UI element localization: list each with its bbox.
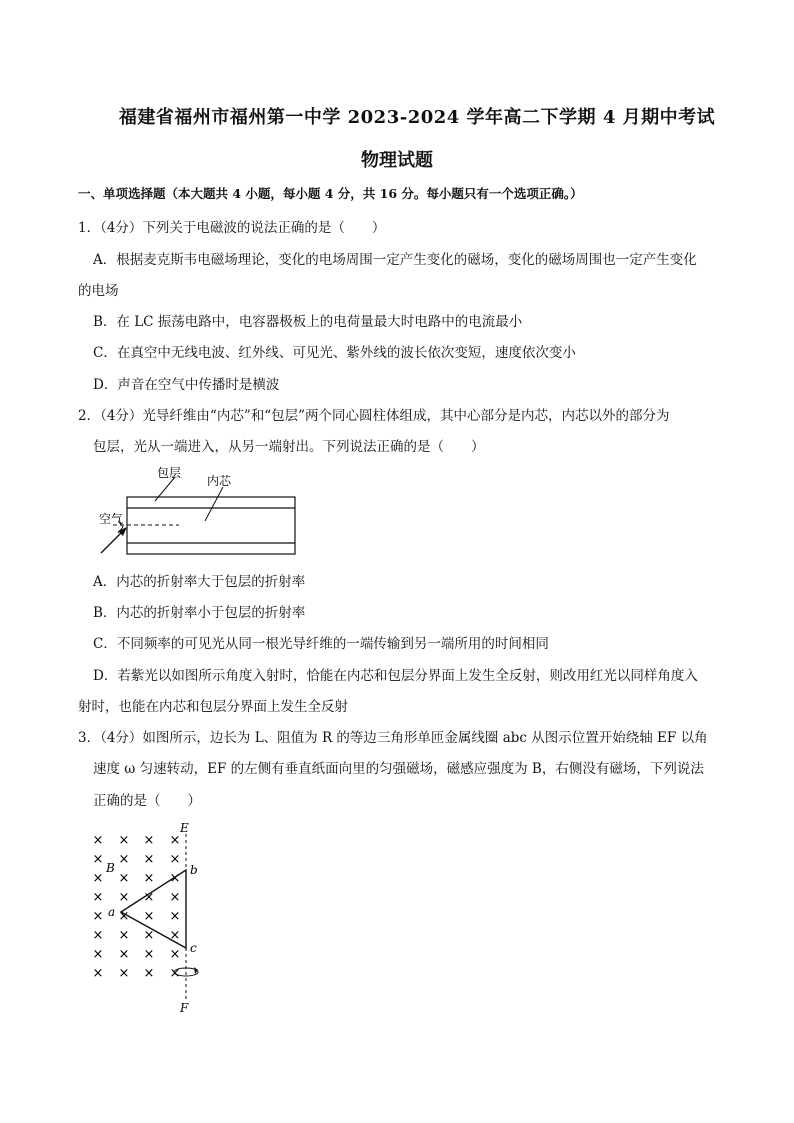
- label-b: b: [190, 863, 198, 877]
- field-cross: ×: [92, 871, 104, 886]
- field-cross: ×: [169, 871, 181, 886]
- label-a: a: [108, 905, 116, 919]
- field-cross: ×: [92, 966, 104, 981]
- field-cross: ×: [169, 909, 181, 924]
- field-cross: ×: [92, 947, 104, 962]
- q1-option-a-continued: 的电场: [78, 283, 119, 299]
- q1-option-d: D．声音在空气中传播时是横波: [93, 377, 280, 393]
- field-cross: ×: [118, 890, 130, 905]
- q2-stem: 2．（4分）光导纤维由“内芯”和“包层”两个同心圆柱体组成，其中心部分是内芯，内芯以外的部分为: [78, 408, 670, 424]
- field-cross: ×: [143, 966, 155, 981]
- field-cross: ×: [143, 852, 155, 867]
- core-label: 内芯: [207, 474, 232, 488]
- field-cross: ×: [169, 890, 181, 905]
- q3-stem: 3．（4分）如图所示，边长为 L、阻值为 R 的等边三角形单匝金属线圈 abc 从图示位置开始绕轴 EF 以角: [78, 730, 708, 746]
- field-cross: ×: [118, 928, 130, 943]
- field-cross: ×: [143, 928, 155, 943]
- document-title: 福建省福州市福州第一中学 2023-2024 学年高二下学期 4 月期中考试: [118, 107, 716, 128]
- label-E: E: [180, 821, 189, 835]
- q2-option-d: D．若紫光以如图所示角度入射时，恰能在内芯和包层分界面上发生全反射，则改用红光以同样角度入: [93, 668, 698, 684]
- air-label: 空气: [99, 512, 124, 526]
- field-cross: ×: [92, 909, 104, 924]
- field-cross: ×: [143, 871, 155, 886]
- field-cross: ×: [143, 833, 155, 848]
- label-c: c: [190, 941, 197, 955]
- q2-option-d-continued: 射时，也能在内芯和包层分界面上发生全反射: [78, 699, 348, 715]
- magnetic-field-crosses: [93, 833, 181, 981]
- field-cross: ×: [169, 833, 181, 848]
- field-cross: ×: [118, 833, 130, 848]
- field-cross: ×: [143, 909, 155, 924]
- field-cross: ×: [169, 852, 181, 867]
- field-cross: ×: [118, 871, 130, 886]
- field-cross: ×: [92, 852, 104, 867]
- section-heading: 一、单项选择题（本大题共 4 小题，每小题 4 分，共 16 分。每小题只有一个选项正确。）: [78, 186, 583, 201]
- q2-option-b: B．内芯的折射率小于包层的折射率: [93, 605, 306, 621]
- label-B: B: [106, 861, 115, 875]
- field-cross: ×: [118, 852, 130, 867]
- field-cross: ×: [169, 947, 181, 962]
- field-cross: ×: [118, 966, 130, 981]
- rotating-coil-figure: [88, 820, 228, 1024]
- q1-stem: 1．（4分）下列关于电磁波的说法正确的是（ ）: [78, 220, 386, 236]
- q3-stem-continued: 速度 ω 匀速转动，EF 的左侧有垂直纸面向里的匀强磁场，磁感应强度为 B，右侧没有磁场，下列说法: [93, 761, 704, 777]
- q1-option-c: C．在真空中无线电波、红外线、可见光、紫外线的波长依次变短，速度依次变小: [93, 345, 576, 361]
- q3-stem-continued-2: 正确的是（ ）: [93, 793, 201, 809]
- q2-stem-continued: 包层，光从一端进入，从另一端射出。下列说法正确的是（ ）: [93, 439, 485, 455]
- field-cross: ×: [143, 947, 155, 962]
- field-cross: ×: [143, 890, 155, 905]
- optical-fiber-figure: [95, 463, 305, 567]
- field-cross: ×: [169, 966, 181, 981]
- field-cross: ×: [169, 928, 181, 943]
- field-cross: ×: [118, 909, 130, 924]
- field-cross: ×: [118, 947, 130, 962]
- q2-option-c: C．不同频率的可见光从同一根光导纤维的一端传输到另一端所用的时间相同: [93, 636, 549, 652]
- field-cross: ×: [92, 928, 104, 943]
- field-cross: ×: [92, 833, 104, 848]
- q1-option-b: B．在 LC 振荡电路中，电容器极板上的电荷量最大时电路中的电流最小: [93, 314, 523, 330]
- q2-option-a: A．内芯的折射率大于包层的折射率: [93, 574, 306, 590]
- q1-option-a: A．根据麦克斯韦电磁场理论，变化的电场周围一定产生变化的磁场，变化的磁场周围也一定产生变化: [93, 252, 697, 268]
- cladding-label: 包层: [157, 466, 182, 480]
- label-F: F: [180, 1001, 189, 1015]
- document-subtitle: 物理试题: [361, 150, 433, 171]
- field-cross: ×: [92, 890, 104, 905]
